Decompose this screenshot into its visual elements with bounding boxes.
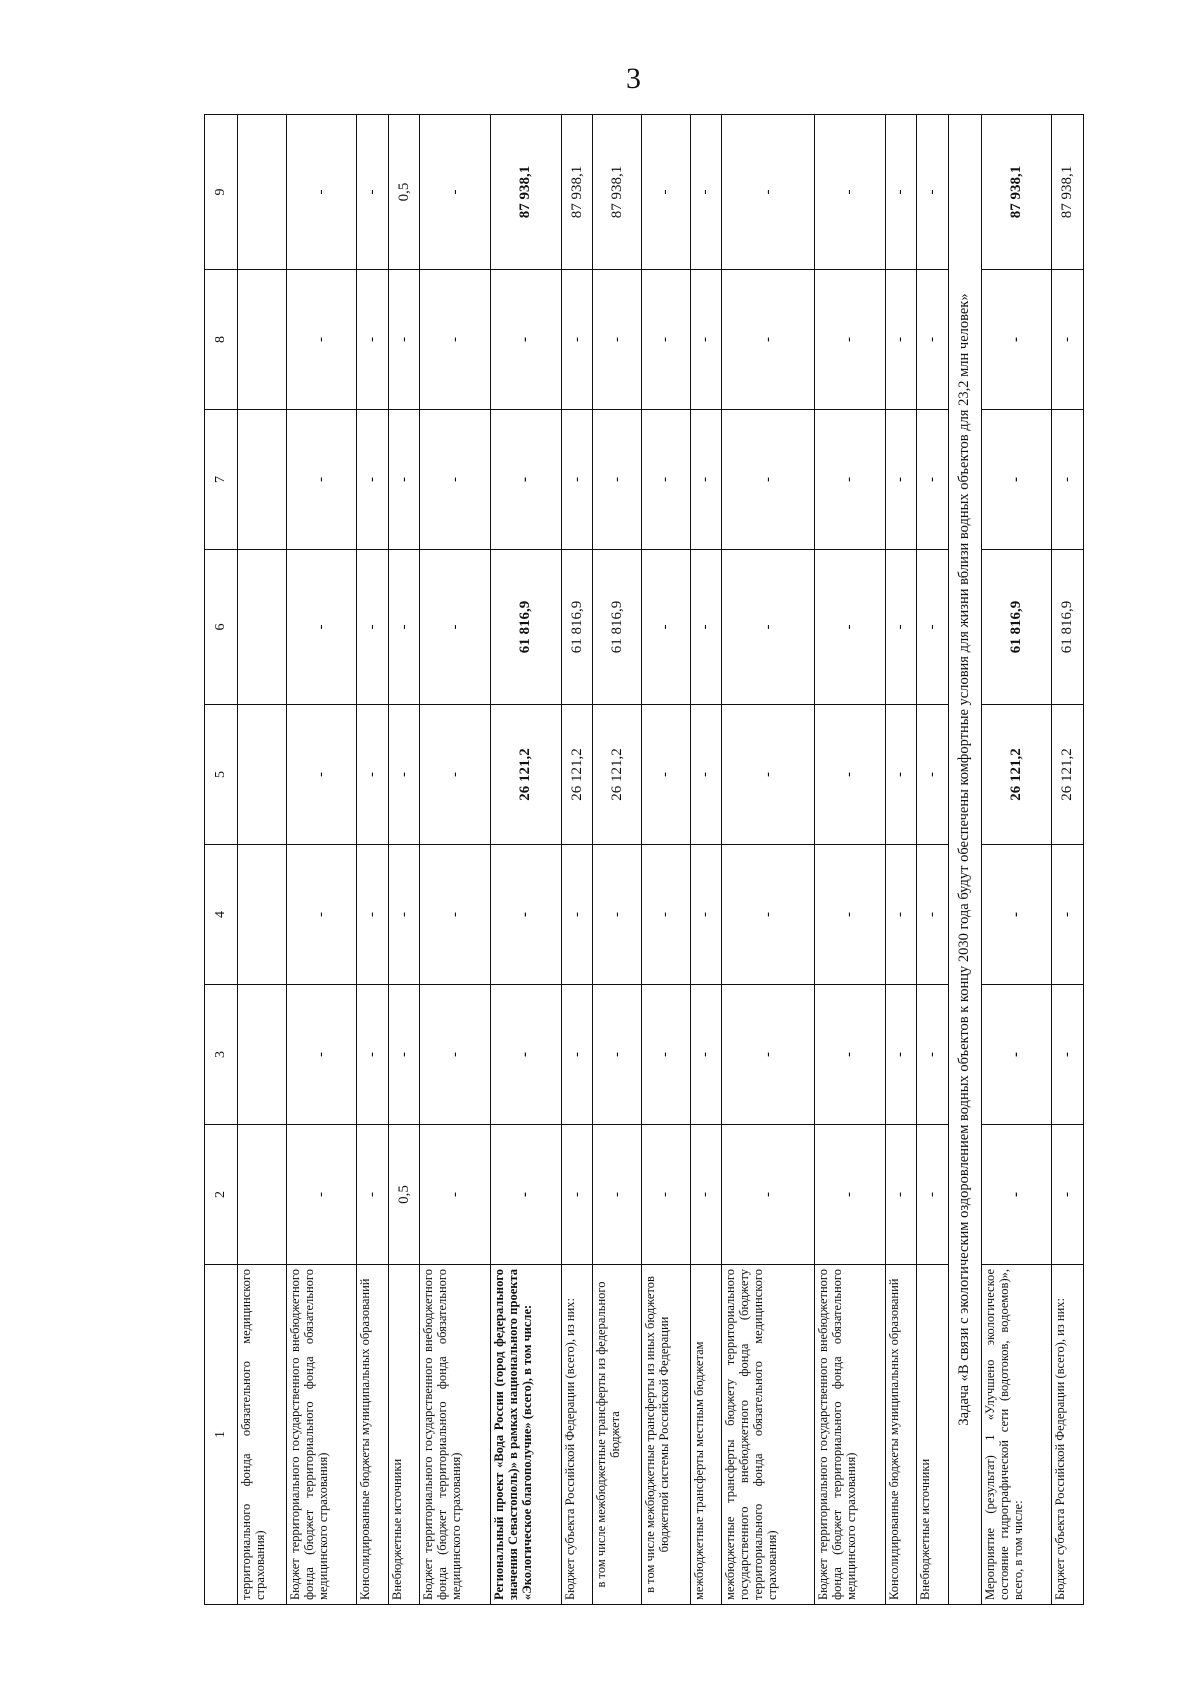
task-row xyxy=(948,115,981,1605)
cell-col-4: - xyxy=(593,845,642,985)
table-row xyxy=(722,115,815,1605)
cell-col-9: - xyxy=(286,115,357,270)
cell-col-6: - xyxy=(722,550,815,705)
cell-col-2: - xyxy=(491,1125,562,1265)
cell-col-4: - xyxy=(286,845,357,985)
table-row xyxy=(642,115,691,1605)
cell-col-6: - xyxy=(388,550,419,705)
row-label: Внебюджетные источники xyxy=(917,1265,948,1605)
cell-col-2 xyxy=(238,1125,287,1265)
row-label: территориального фонда обязательного медицинского страхования) xyxy=(238,1265,287,1605)
table-row xyxy=(561,115,592,1605)
table-row xyxy=(420,115,491,1605)
cell-col-5: 26 121,2 xyxy=(491,705,562,845)
row-label: Бюджет территориального государственного внебюджетного фонда (бюджет территориального фонда обязательного медицинского страхования) xyxy=(286,1265,357,1605)
cell-col-6: - xyxy=(642,550,691,705)
cell-col-8: - xyxy=(642,270,691,410)
table-row xyxy=(388,115,419,1605)
cell-col-3: - xyxy=(917,985,948,1125)
cell-col-2: - xyxy=(420,1125,491,1265)
row-label: Региональный проект «Вода России (город федерального значения Севастополь)» в рамках национального проекта «Экологическое благополучие» (всего), в том числе: xyxy=(491,1265,562,1605)
cell-col-3: - xyxy=(722,985,815,1125)
table-row xyxy=(814,115,885,1605)
cell-col-5: - xyxy=(420,705,491,845)
row-label: Консолидированные бюджеты муниципальных образований xyxy=(357,1265,388,1605)
table-row xyxy=(286,115,357,1605)
column-header-2: 2 xyxy=(205,1125,238,1265)
header-row xyxy=(205,115,238,1605)
cell-col-6: - xyxy=(690,550,721,705)
cell-col-9: 87 938,1 xyxy=(561,115,592,270)
cell-col-4: - xyxy=(642,845,691,985)
table-row xyxy=(238,115,287,1605)
cell-col-6: - xyxy=(814,550,885,705)
column-header-5: 5 xyxy=(205,705,238,845)
cell-col-2: - xyxy=(357,1125,388,1265)
cell-col-7: - xyxy=(642,410,691,550)
cell-col-2: - xyxy=(1052,1125,1084,1265)
cell-col-2: - xyxy=(722,1125,815,1265)
table-row xyxy=(917,115,948,1605)
cell-col-3: - xyxy=(357,985,388,1125)
cell-col-8: - xyxy=(420,270,491,410)
cell-col-8: - xyxy=(981,270,1052,410)
cell-col-9: - xyxy=(357,115,388,270)
cell-col-3: - xyxy=(388,985,419,1125)
budget-table xyxy=(204,114,1084,1605)
cell-col-6: 61 816,9 xyxy=(593,550,642,705)
cell-col-5: - xyxy=(814,705,885,845)
cell-col-7 xyxy=(238,410,287,550)
cell-col-8: - xyxy=(561,270,592,410)
cell-col-5 xyxy=(238,705,287,845)
cell-col-2: 0,5 xyxy=(388,1125,419,1265)
table-row xyxy=(491,115,562,1605)
cell-col-6: 61 816,9 xyxy=(491,550,562,705)
cell-col-5: - xyxy=(388,705,419,845)
row-label: Внебюджетные источники xyxy=(388,1265,419,1605)
cell-col-6: - xyxy=(420,550,491,705)
table-row xyxy=(593,115,642,1605)
cell-col-3: - xyxy=(1052,985,1084,1125)
cell-col-5: - xyxy=(917,705,948,845)
row-label: Бюджет территориального государственного внебюджетного фонда (бюджет территориального фонда обязательного медицинского страхования) xyxy=(420,1265,491,1605)
table-row xyxy=(1052,115,1084,1605)
cell-col-4: - xyxy=(388,845,419,985)
table-row xyxy=(690,115,721,1605)
table-row xyxy=(981,115,1052,1605)
cell-col-7: - xyxy=(561,410,592,550)
row-label: в том числе межбюджетные трансферты из федерального бюджета xyxy=(593,1265,642,1605)
column-header-3: 3 xyxy=(205,985,238,1125)
cell-col-5: 26 121,2 xyxy=(561,705,592,845)
cell-col-3: - xyxy=(814,985,885,1125)
cell-col-6: 61 816,9 xyxy=(561,550,592,705)
cell-col-3: - xyxy=(491,985,562,1125)
cell-col-8: - xyxy=(814,270,885,410)
cell-col-3: - xyxy=(981,985,1052,1125)
cell-col-5: - xyxy=(286,705,357,845)
cell-col-7: - xyxy=(593,410,642,550)
cell-col-2: - xyxy=(593,1125,642,1265)
cell-col-9: - xyxy=(642,115,691,270)
cell-col-7: - xyxy=(491,410,562,550)
cell-col-9: - xyxy=(885,115,916,270)
cell-col-5: 26 121,2 xyxy=(593,705,642,845)
column-header-9: 9 xyxy=(205,115,238,270)
cell-col-7: - xyxy=(357,410,388,550)
cell-col-4: - xyxy=(1052,845,1084,985)
cell-col-5: - xyxy=(885,705,916,845)
cell-col-3: - xyxy=(593,985,642,1125)
cell-col-8: - xyxy=(388,270,419,410)
cell-col-7: - xyxy=(981,410,1052,550)
cell-col-9: 87 938,1 xyxy=(1052,115,1084,270)
cell-col-3: - xyxy=(690,985,721,1125)
cell-col-5: 26 121,2 xyxy=(1052,705,1084,845)
cell-col-6: - xyxy=(286,550,357,705)
cell-col-3: - xyxy=(420,985,491,1125)
cell-col-8: - xyxy=(1052,270,1084,410)
cell-col-9: - xyxy=(917,115,948,270)
cell-col-9: - xyxy=(420,115,491,270)
column-header-7: 7 xyxy=(205,410,238,550)
cell-col-4: - xyxy=(814,845,885,985)
table-row xyxy=(885,115,916,1605)
cell-col-7: - xyxy=(814,410,885,550)
page-number: 3 xyxy=(626,62,641,95)
row-label: межбюджетные трансферты местным бюджетам xyxy=(690,1265,721,1605)
cell-col-8: - xyxy=(491,270,562,410)
cell-col-5: - xyxy=(642,705,691,845)
cell-col-8: - xyxy=(722,270,815,410)
table-row xyxy=(357,115,388,1605)
row-label: Бюджет территориального государственного внебюджетного фонда (бюджет территориального фонда обязательного медицинского страхования) xyxy=(814,1265,885,1605)
cell-col-7: - xyxy=(1052,410,1084,550)
row-label: Бюджет субъекта Российской Федерации (всего), из них: xyxy=(561,1265,592,1605)
cell-col-2: - xyxy=(885,1125,916,1265)
cell-col-6: - xyxy=(357,550,388,705)
cell-col-5: - xyxy=(722,705,815,845)
cell-col-5: - xyxy=(357,705,388,845)
cell-col-5: 26 121,2 xyxy=(981,705,1052,845)
row-label: в том числе межбюджетные трансферты из иных бюджетов бюджетной системы Российской Федерации xyxy=(642,1265,691,1605)
cell-col-6: 61 816,9 xyxy=(1052,550,1084,705)
cell-col-8: - xyxy=(690,270,721,410)
cell-col-8: - xyxy=(593,270,642,410)
cell-col-6: 61 816,9 xyxy=(981,550,1052,705)
cell-col-4: - xyxy=(722,845,815,985)
cell-col-6: - xyxy=(885,550,916,705)
cell-col-7: - xyxy=(917,410,948,550)
cell-col-7: - xyxy=(286,410,357,550)
cell-col-9 xyxy=(238,115,287,270)
cell-col-6: - xyxy=(917,550,948,705)
cell-col-2: - xyxy=(286,1125,357,1265)
cell-col-7: - xyxy=(690,410,721,550)
column-header-4: 4 xyxy=(205,845,238,985)
cell-col-3: - xyxy=(885,985,916,1125)
cell-col-2: - xyxy=(642,1125,691,1265)
cell-col-4: - xyxy=(491,845,562,985)
cell-col-9: - xyxy=(722,115,815,270)
cell-col-3: - xyxy=(642,985,691,1125)
cell-col-4: - xyxy=(981,845,1052,985)
cell-col-9: 0,5 xyxy=(388,115,419,270)
cell-col-3: - xyxy=(561,985,592,1125)
row-label: Консолидированные бюджеты муниципальных образований xyxy=(885,1265,916,1605)
cell-col-2: - xyxy=(814,1125,885,1265)
cell-col-4: - xyxy=(357,845,388,985)
cell-col-2: - xyxy=(561,1125,592,1265)
cell-col-3 xyxy=(238,985,287,1125)
cell-col-4: - xyxy=(885,845,916,985)
cell-col-8: - xyxy=(885,270,916,410)
cell-col-9: 87 938,1 xyxy=(981,115,1052,270)
cell-col-2: - xyxy=(690,1125,721,1265)
cell-col-4: - xyxy=(690,845,721,985)
cell-col-9: 87 938,1 xyxy=(491,115,562,270)
column-header-6: 6 xyxy=(205,550,238,705)
cell-col-7: - xyxy=(388,410,419,550)
cell-col-4: - xyxy=(917,845,948,985)
cell-col-4: - xyxy=(561,845,592,985)
row-label: Бюджет субъекта Российской Федерации (всего), из них: xyxy=(1052,1265,1084,1605)
cell-col-9: - xyxy=(814,115,885,270)
row-label: Мероприятие (результат) 1 «Улучшено экологическое состояние гидрографической сети (водотоков, водоемов)», всего, в том числе: xyxy=(981,1265,1052,1605)
cell-col-3: - xyxy=(286,985,357,1125)
cell-col-4 xyxy=(238,845,287,985)
column-header-8: 8 xyxy=(205,270,238,410)
cell-col-9: - xyxy=(690,115,721,270)
cell-col-6 xyxy=(238,550,287,705)
cell-col-8: - xyxy=(917,270,948,410)
cell-col-7: - xyxy=(722,410,815,550)
cell-col-2: - xyxy=(981,1125,1052,1265)
cell-col-9: 87 938,1 xyxy=(593,115,642,270)
cell-col-2: - xyxy=(917,1125,948,1265)
cell-col-8: - xyxy=(286,270,357,410)
task-text: Задача «В связи с экологическим оздоровлением водных объектов к концу 2030 года будут обеспечены комфортные условия для жизни вблизи водных объектов для 23,2 млн человек» xyxy=(948,115,981,1605)
cell-col-7: - xyxy=(885,410,916,550)
cell-col-7: - xyxy=(420,410,491,550)
column-header-1: 1 xyxy=(205,1265,238,1605)
rotated-table-container xyxy=(204,115,1084,1605)
row-label: межбюджетные трансферты бюджету территориального государственного внебюджетного фонда (бюджету территориального фонда обязательного медицинского страхования) xyxy=(722,1265,815,1605)
cell-col-4: - xyxy=(420,845,491,985)
cell-col-8 xyxy=(238,270,287,410)
cell-col-8: - xyxy=(357,270,388,410)
cell-col-5: - xyxy=(690,705,721,845)
